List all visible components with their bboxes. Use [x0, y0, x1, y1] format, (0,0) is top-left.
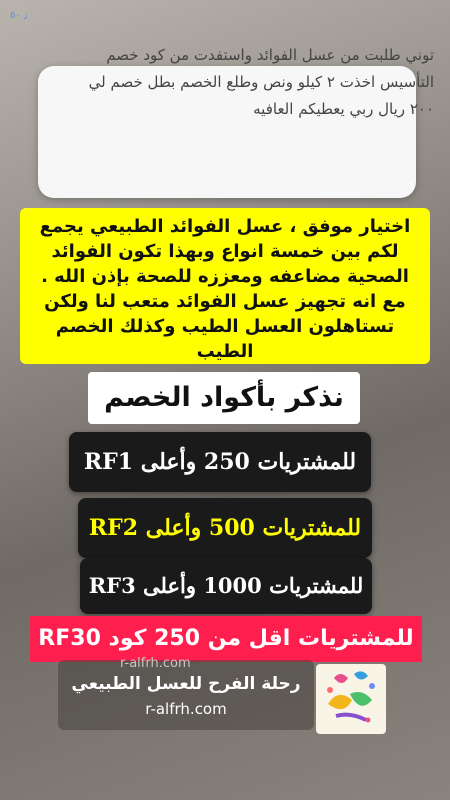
discount-codes-heading: نذكر بأكواد الخصم	[88, 372, 360, 424]
brand-url[interactable]: r-alfrh.com	[145, 700, 227, 718]
brand-title[interactable]: رحلة الفرح للعسل الطبيعي	[71, 674, 301, 694]
code-rf30-label: للمشتريات اقل من 250 كود RF30	[30, 616, 422, 662]
code-rf2-label: للمشتريات 500 وأعلى RF2	[78, 498, 372, 558]
brand-logo-icon	[316, 664, 386, 734]
code-rf1-label: للمشتريات 250 وأعلى RF1	[69, 432, 371, 492]
brand-url-faded: r-alfrh.com	[120, 656, 191, 671]
message-indicator: ٫ ٥٠	[10, 10, 28, 21]
customer-message-text: توني طلبت من عسل الفوائد واستفدت من كود خصم التأسيس اخذت ٢ كيلو ونص وطلع الخصم بطل خصم لي ٢٠٠ ريال ربي يعطيكم العافيه	[88, 46, 434, 118]
code-rf3-label: للمشتريات 1000 وأعلى RF3	[80, 558, 372, 614]
promo-paragraph: اختيار موفق ، عسل الفوائد الطبيعي يجمع لكم بين خمسة انواع وبهذا تكون الفوائد الصحية مضاعفه ومعززه للصحة بإذن الله . مع انه تجهيز عسل الفوائد متعب لنا ولكن تستاهلون العسل الطيب وكذلك الخصم الطيب	[20, 208, 430, 364]
